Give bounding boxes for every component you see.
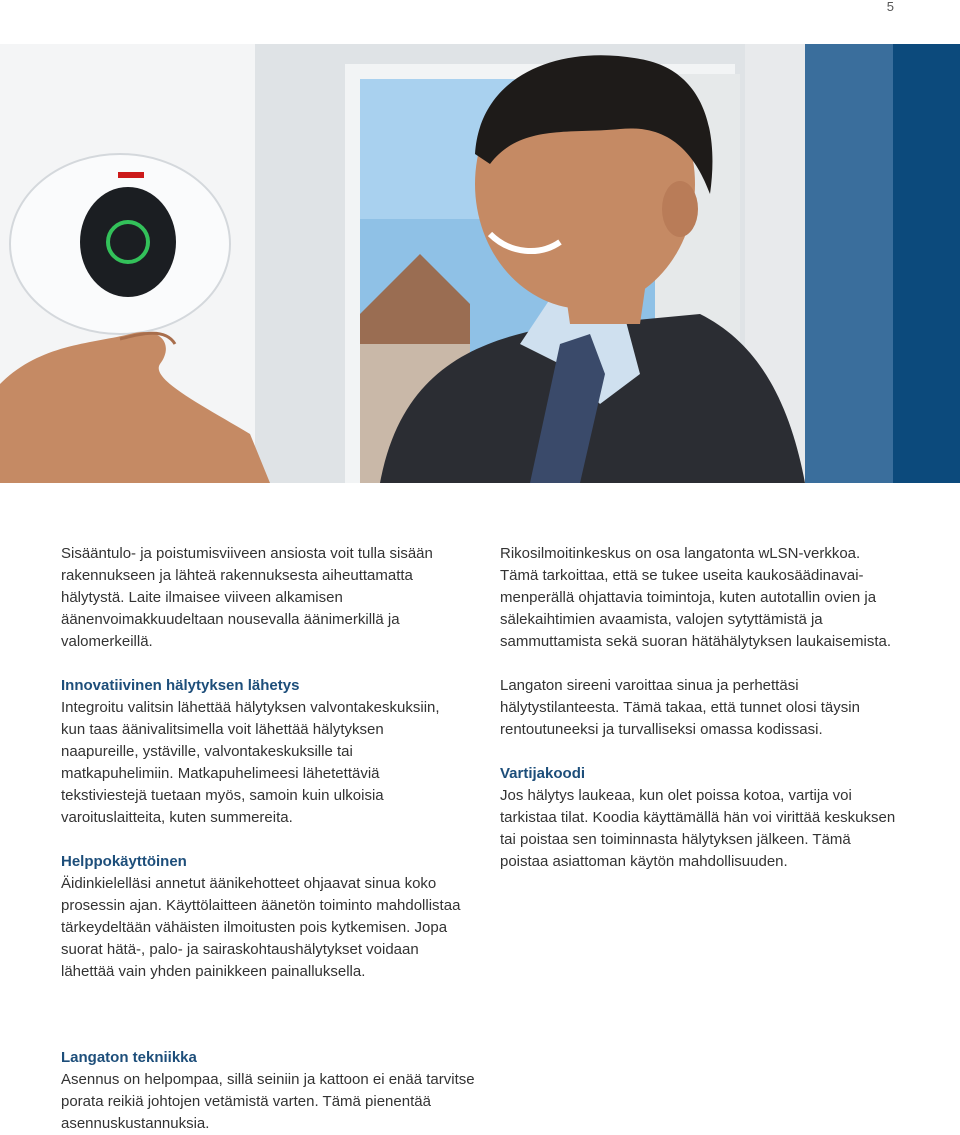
- left-column: [61, 543, 461, 983]
- page-number: 5: [886, 0, 894, 14]
- section-heading: Innovatiivinen hälytyksen lähetys: [61, 677, 300, 694]
- section-heading: Vartijakoodi: [500, 765, 586, 782]
- section-heading: Helppokäyttöinen: [61, 853, 187, 870]
- intro-paragraph: Rikosilmoitinkeskus on osa langatonta wLSN-verkkoa. Tämä tarkoittaa, että se tukee useita kaukosäädinavai-menperällä ohjattavia toimintoja, kuten autotallin ovien ja sälekaihtimien avaamista, valojen sytyttämistä ja sammuttamista sekä suoran hätähälytyksen laukaisemista.: [500, 545, 892, 650]
- section-body: Asennus on helpompaa, sillä seiniin ja kattoon ei enää tarvitse porata reikiä johtojen vetämistä varten. Tämä pienentää asennuskustannuksia.: [61, 1071, 475, 1132]
- paragraph: Langaton sireeni varoittaa sinua ja perhettäsi hälytystilanteesta. Tämä takaa, että tunnet olosi täysin rentoutuneeksi ja turvalliseksi omassa kodissasi.: [500, 677, 860, 738]
- intro-paragraph: Sisääntulo- ja poistumisviiveen ansiosta voit tulla sisään rakennukseen ja lähteä rakennuksesta aiheuttamatta hälytystä. Laite ilmaisee viiveen alkamisen äänenvoimakkuudeltaan nousevalla äänimerkillä ja valomerkeillä.: [61, 545, 433, 650]
- right-column: [500, 543, 900, 873]
- hero-photo: [0, 44, 960, 483]
- bottom-section: [61, 1047, 481, 1135]
- section-body: Jos hälytys laukeaa, kun olet poissa kotoa, vartija voi tarkistaa tilat. Koodia käyttämällä hän voi virittää keskuksen tai poistaa sen toiminnasta hälytyksen jälkeen. Tämä poistaa asiattoman käytön mahdollisuuden.: [500, 787, 896, 870]
- section-body: Integroitu valitsin lähettää hälytyksen valvontakeskuksiin, kun taas äänivalitsimella voit lähettää hälytyksen naapureille, ystäville, valvontakeskuksille tai matkapuhelimiin. Matkapuhelimeesi lähetettäviä tekstiviestejä tuetaan myös, samoin kuin ulkoisia varoituslaitteita, kuten summereita.: [61, 699, 440, 826]
- section-heading: Langaton tekniikka: [61, 1049, 197, 1066]
- section-body: Äidinkielelläsi annetut äänikehotteet ohjaavat sinua koko prosessin ajan. Käyttölaitteen äänetön toiminto mahdollistaa tärkeydeltään vähäisten ilmoitusten pois kytkemisen. Jopa suorat hätä-, palo- ja sairaskohtaushälytykset voidaan lähettää vain yhden painikkeen painalluksella.: [61, 875, 461, 980]
